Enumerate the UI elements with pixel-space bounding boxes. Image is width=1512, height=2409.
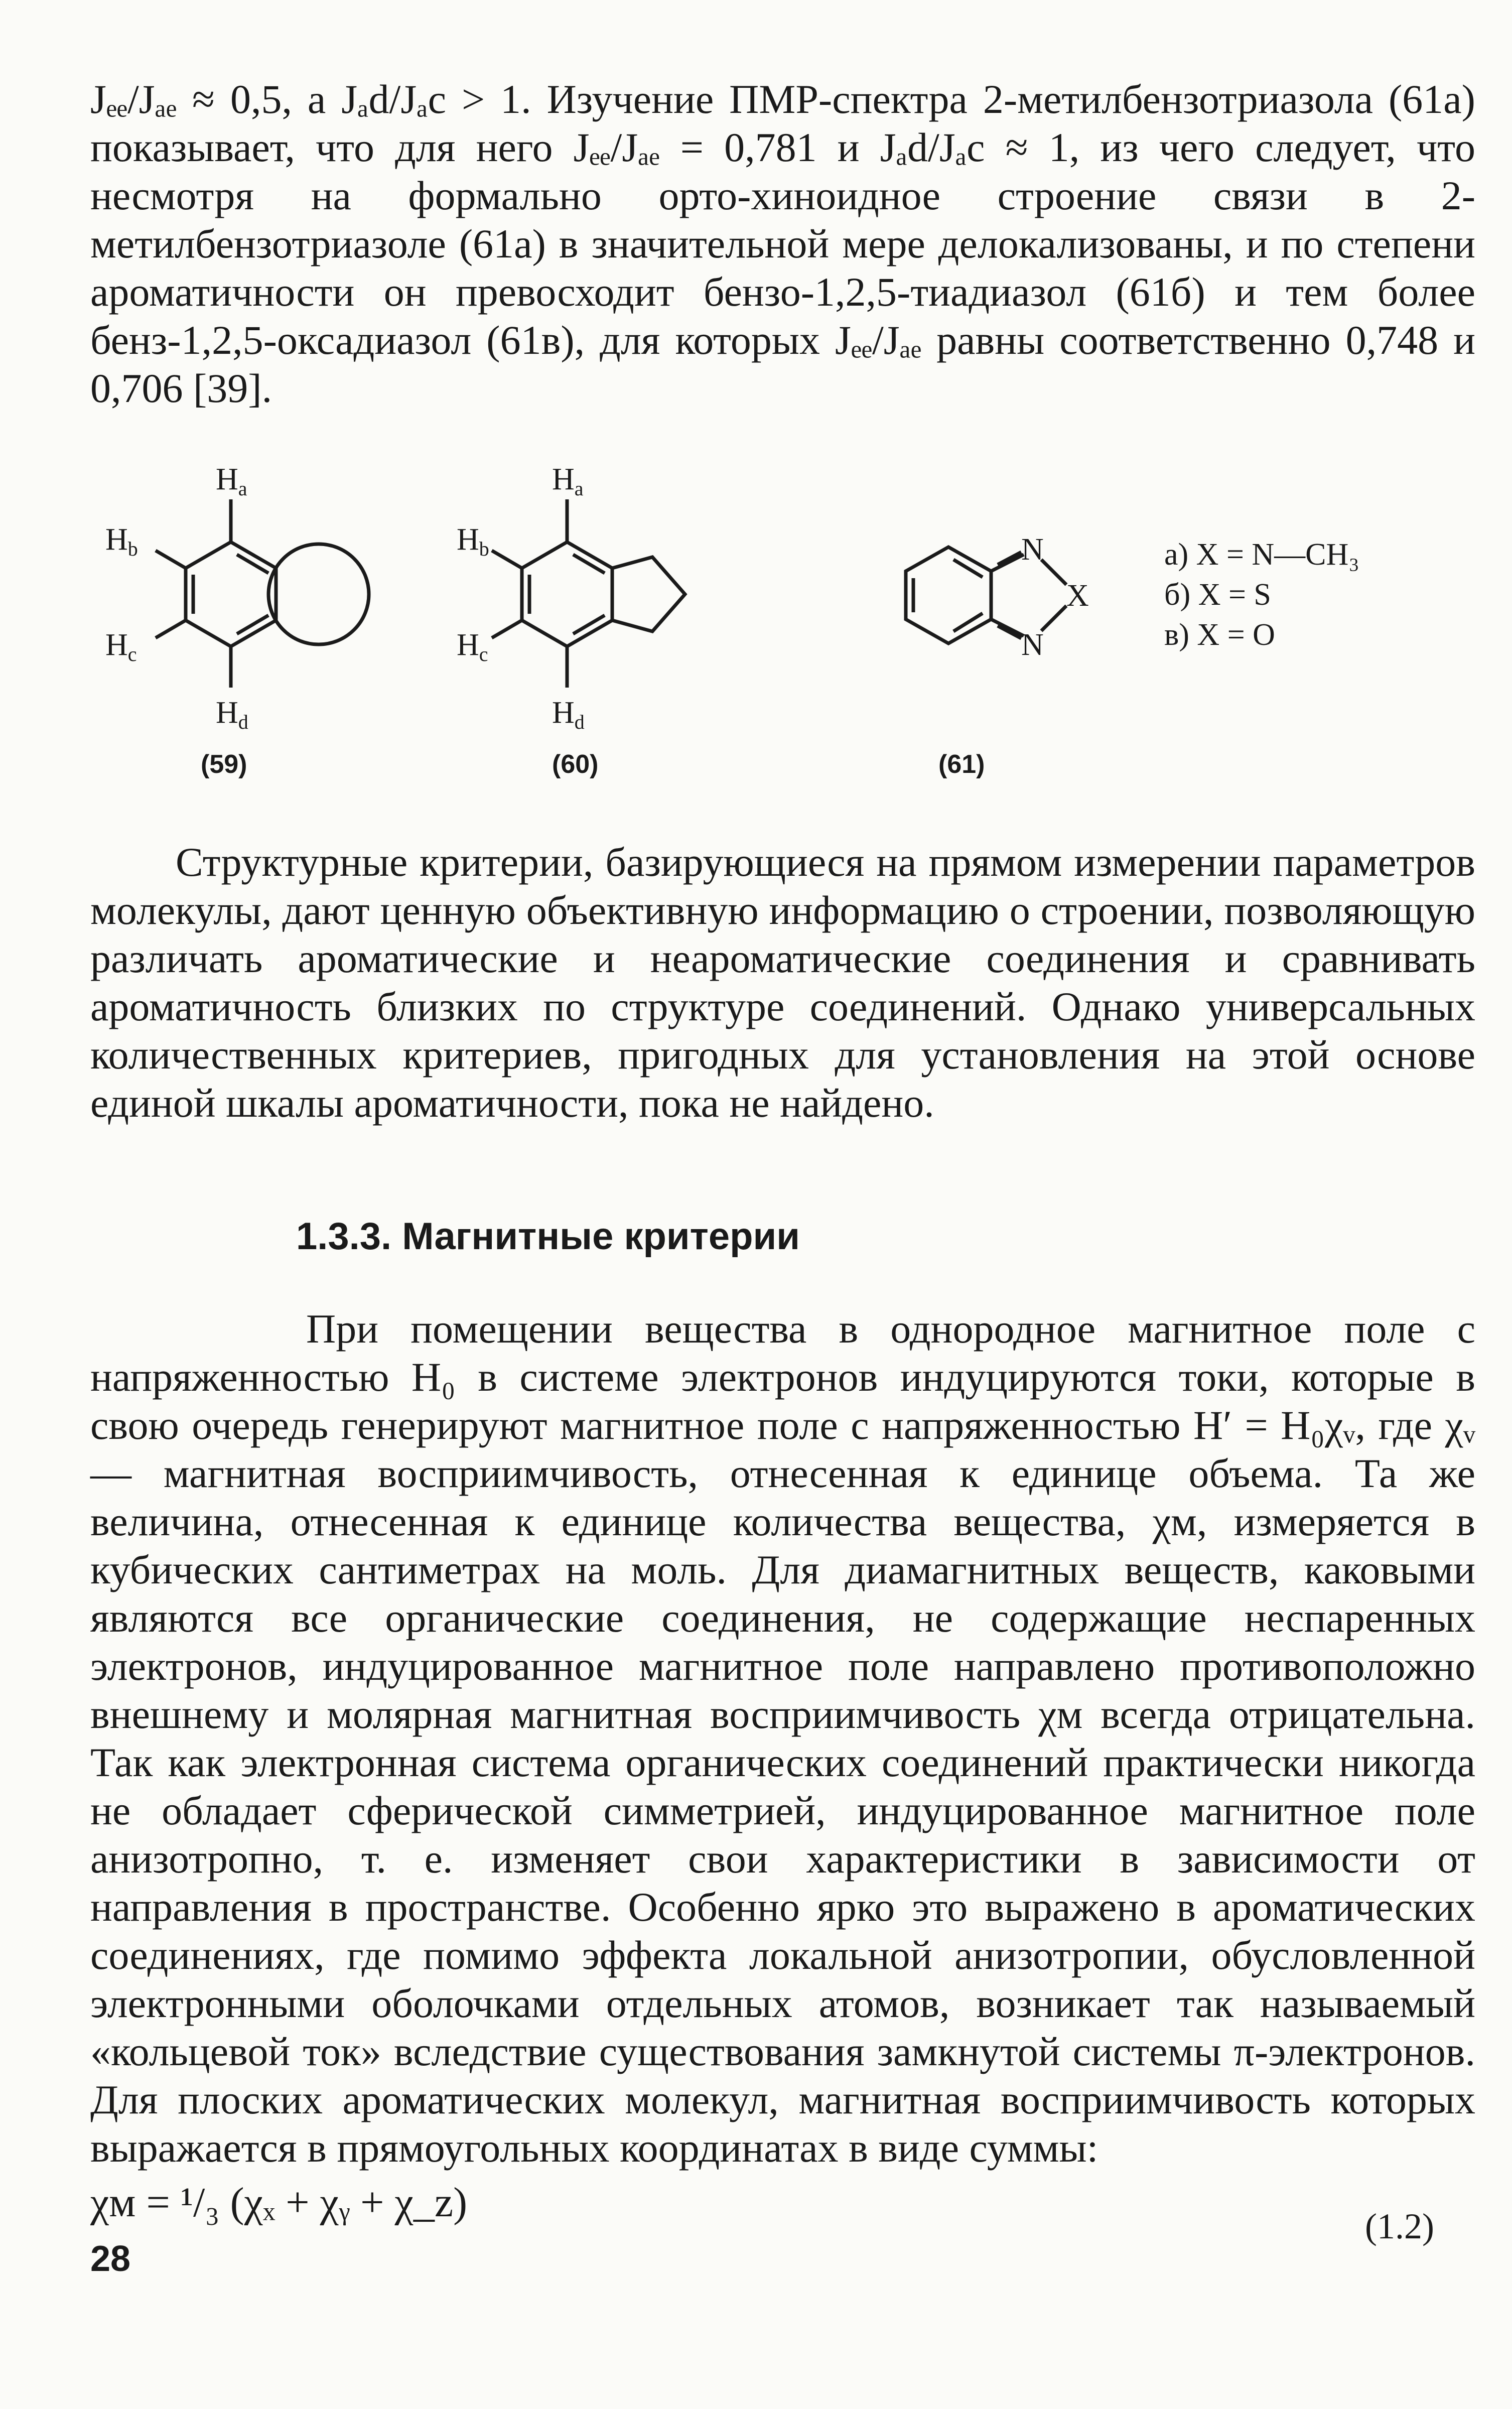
s60-caption: (60) — [552, 750, 599, 779]
structure-60-bonds — [492, 499, 685, 688]
s59-hb-label: Hb — [105, 522, 138, 560]
page-number: 28 — [90, 2239, 131, 2279]
paragraph-magnetic: При помещении вещества в однородное магнитное поле с напряженностью H₀ в системе электронов индуцируются токи, которые в свою очередь генерируют магнитное поле с напряженностью H′ = H₀χᵥ, где χᵥ — магнитная восприимчивость, отнесенная к единице объема. Та же величина, отнесенная к единице количества вещества, χм, измеряется в кубических сантиметрах на моль. Для диамагнитных веществ, каковыми являются все органические соединения, не содержащие неспаренных электронов, индуцированное магнитное поле направлено противоположно внешнему и молярная магнитная восприимчивость χм всегда отрицательна. Так как электронная система органических соединений практически никогда не обладает сферической симметрией, индуцированное магнитное поле анизотропно, т. е. изменяет свои характеристики в зависимости от направления в пространстве. Особенно ярко это выражено в ароматических соединениях, где помимо эффекта локальной анизотропии, обусловленной электронными оболочками отдельных атомов, возникает так называемый «кольцевой ток» вследствие существования замкнутой системы π-электронов. Для плоских ароматических молекул, магнитная восприимчивость которых выражается в прямоугольных координатах в виде суммы: — [90, 1306, 1475, 2171]
structures-figure — [75, 452, 1440, 813]
s60-hd-label: Hd — [552, 696, 585, 733]
s61-caption: (61) — [938, 750, 985, 779]
s60-hb-label: Hb — [457, 522, 489, 560]
equation-number: (1.2) — [1365, 2206, 1434, 2246]
legend-a: а) X = N—CH₃ — [1164, 538, 1359, 572]
s59-caption: (59) — [201, 750, 247, 779]
paragraph-nmr: Jₑₑ/Jₐₑ ≈ 0,5, а Jₐd/Jₐc > 1. Изучение ПМР-спектра 2-метилбензотриазола (61а) показывает, что для него Jₑₑ/Jₐₑ = 0,781 и Jₐd/Jₐc ≈ 1, из чего следует, что несмотря на формально орто-хиноидное строение связи в 2-метилбензотриазоле (61а) в значительной мере делокализованы, и по степени ароматичности он превосходит бензо-1,2,5-тиадиазол (61б) и тем более бенз-1,2,5-оксадиазол (61в), для которых Jₑₑ/Jₐₑ равны соответственно 0,748 и 0,706 [39]. — [90, 76, 1475, 411]
structure-59-bonds — [156, 499, 369, 688]
legend-c: в) X = O — [1164, 618, 1275, 652]
s61-n-top-label: N — [1021, 532, 1044, 567]
s61-x-label: X — [1066, 579, 1089, 613]
formula: χм = ¹/₃ (χₓ + χᵧ + χ_z) — [90, 2179, 468, 2226]
s59-hd-label: Hd — [216, 696, 248, 733]
s59-ha-label: Ha — [216, 462, 247, 500]
structures-svg — [75, 452, 1440, 813]
s61-n-bottom-label: N — [1021, 628, 1044, 662]
legend-b: б) X = S — [1164, 578, 1271, 612]
s60-hc-label: Hc — [457, 628, 488, 665]
s59-hc-label: Hc — [105, 628, 137, 665]
s60-ha-label: Ha — [552, 462, 584, 500]
paragraph-structural-criteria: Структурные критерии, базирующиеся на прямом измерении параметров молекулы, дают ценную объективную информацию о строении, позволяющую различать ароматические и неароматические соединения и сравнивать ароматичность близких по структуре соединений. Однако универсальных количественных критериев, пригодных для установления на этой основе единой шкалы ароматичности, пока не найдено. — [90, 839, 1475, 1126]
section-heading: 1.3.3. Магнитные критерии — [296, 1215, 800, 1258]
